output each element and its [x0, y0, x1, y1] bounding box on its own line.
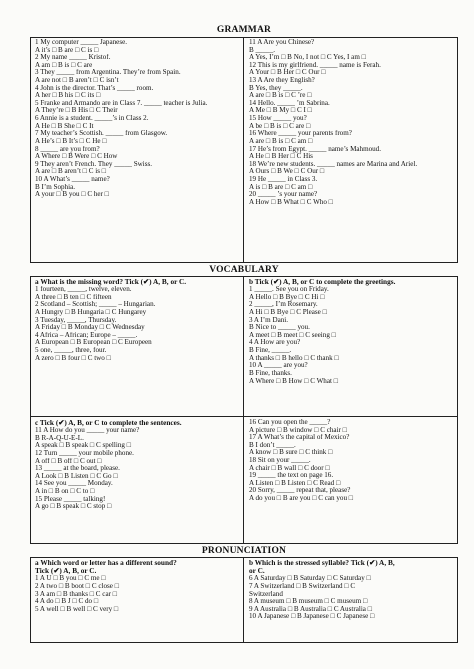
vocab-line: A Hungry □ B Hungaria □ C Hungarey: [35, 309, 147, 317]
grammar-line: 17 He’s from Egypt. _____ name’s Mahmoud.: [249, 145, 382, 153]
grammar-line: 6 Annie is a student. _____’s in Class 2.: [35, 115, 149, 123]
grammar-heading: GRAMMAR: [216, 25, 272, 35]
pron-line: 5 A well □ B well □ C very □: [35, 605, 119, 613]
grammar-line: 20 _____ ’s your name?: [249, 191, 318, 199]
grammar-line: A be □ B is □ C are □: [249, 122, 311, 130]
vocabulary-b-column: [249, 278, 459, 385]
vocab-line: B I don’t _____.: [249, 441, 296, 449]
pron-line: 2 A two □ B boot □ C close □: [35, 583, 119, 591]
grammar-line: 11 A Are you Chinese?: [249, 39, 315, 46]
grammar-line: 19 He _____ in Class 3.: [249, 175, 318, 183]
grammar-line: 13 A Are they English?: [249, 77, 315, 85]
vocab-line: A thanks □ B hello □ C thank □: [249, 354, 339, 362]
vocab-line: A chair □ B wall □ C door □: [249, 464, 330, 472]
vocab-line: A three □ B ten □ C fifteen: [35, 293, 112, 301]
grammar-line: 18 We’re new students. _____ names are Marina and Ariel.: [249, 160, 418, 168]
grammar-line: A Where □ B Were □ C How: [35, 153, 118, 161]
grammar-line: A it’s □ B are □ C is □: [35, 46, 99, 54]
grammar-left-column: [35, 39, 245, 199]
grammar-line: 8 _____ are you from?: [35, 145, 100, 153]
vocab-line: 4 A How are you?: [249, 339, 301, 347]
pronunciation-heading: PRONUNCIATION: [201, 546, 287, 556]
section-b-title: b Which is the stressed syllable? Tick (✔) A, B,: [249, 558, 395, 567]
vocab-line: A know □ B sure □ C think □: [249, 449, 333, 457]
vocab-line: 3 A I’m Dani.: [249, 316, 289, 324]
vocab-line: 13 _____ at the board, please.: [35, 465, 120, 473]
vocab-line: 2 _____, I’m Rosemary.: [249, 301, 318, 309]
grammar-line: B Yes, they _____.: [249, 84, 303, 92]
grammar-line: 7 My teacher’s Scottish. _____ from Glasgow.: [35, 130, 168, 138]
grammar-line: 14 Hello. _____ ’m Sabrina.: [249, 99, 330, 107]
vocab-line: 1 fourteen, _____, twelve, eleven.: [35, 286, 132, 294]
vocab-line: A Listen □ B Listen □ C Read □: [249, 479, 341, 487]
section-b-title: b Tick (✔) A, B, or C to complete the greetings.: [249, 277, 396, 286]
pron-line: 3 A am □ B thanks □ C car □: [35, 590, 118, 598]
vocab-line: 16 Can you open the _____?: [249, 419, 331, 426]
vocab-line: 2 Scotland – Scottish; _____ – Hungarian.: [35, 301, 156, 309]
grammar-line: B _____.: [249, 46, 276, 54]
vocab-line: B Nice to _____ you.: [249, 324, 310, 332]
grammar-line: A He’s □ B It’s □ C He □: [35, 137, 107, 145]
section-a-title: a What is the missing word? Tick (✔) A, B, or C.: [35, 277, 187, 286]
vocab-line: 5 one, _____, three, four.: [35, 347, 107, 355]
section-a-title: a Which word or letter has a different sound?: [35, 558, 177, 567]
grammar-line: A her □ B his □ C its □: [35, 92, 101, 100]
vocab-line: A do you □ B are you □ C can you □: [249, 495, 354, 503]
vocab-line: 15 Please _____ talking!: [35, 495, 106, 503]
pron-line: 6 A Saturday □ B Saturday □ C Saturday □: [249, 575, 371, 583]
grammar-line: A Yes, I’m □ B No, I not □ C Yes, I am □: [249, 54, 366, 62]
grammar-line: A He □ B Her □ C His: [249, 153, 313, 161]
vocab-line: 20 Sorry, _____ repeat that, please?: [249, 487, 351, 495]
vocab-line: B Fine, thanks.: [249, 369, 292, 377]
grammar-line: 9 They aren’t French. They _____ Swiss.: [35, 160, 153, 168]
vocab-line: 11 A How do you _____ your name?: [35, 427, 140, 435]
vocab-line: A Hi □ B Bye □ C Please □: [249, 309, 327, 317]
vocab-line: A European □ B European □ C Europeen: [35, 339, 152, 347]
pron-line: 7 A Switzerland □ B Switzerland □ C: [249, 583, 356, 591]
grammar-line: A They’re □ B His □ C Their: [35, 107, 118, 115]
vocab-line: B Fine, _____.: [249, 347, 292, 355]
pron-line: 1 A U □ B you □ C me □: [35, 575, 106, 583]
vocab-line: B R-A-Q-U-E-L.: [35, 434, 84, 442]
grammar-line: 16 Where _____ your parents from?: [249, 130, 352, 138]
pron-line: 9 A Australia □ B Australia □ C Australia □: [249, 605, 372, 613]
grammar-line: A are □ B aren’t □ C is □: [35, 168, 107, 176]
vocab-line: A Where □ B How □ C What □: [249, 377, 339, 385]
pronunciation-b-column: [249, 559, 459, 621]
grammar-line: A are □ B is □ C ’re □: [249, 92, 312, 100]
vocabulary-c-column: [35, 419, 245, 511]
grammar-line: 3 They _____ from Argentina. They’re from Spain.: [35, 69, 181, 77]
vocab-line: A meet □ B meet □ C seeing □: [249, 331, 336, 339]
grammar-line: A are not □ B aren’t □ C isn’t: [35, 77, 119, 85]
vocab-line: A in □ B on □ C to □: [35, 488, 95, 496]
vocab-line: 19 _____ the text on page 16.: [249, 472, 334, 480]
vocab-line: A Hello □ B Bye □ C Hi □: [249, 293, 325, 301]
pron-line: 10 A Japanese □ B Japanese □ C Japanese □: [249, 613, 375, 621]
grammar-right-column: [249, 39, 459, 206]
grammar-line: A are □ B is □ C am □: [249, 137, 313, 145]
section-a-title: Tick (✔) A, B, or C.: [35, 566, 97, 576]
grammar-line: A Ours □ B We □ C Our □: [249, 168, 325, 176]
grammar-line: A Your □ B Her □ C Our □: [249, 69, 326, 77]
pronunciation-a-column: [35, 559, 245, 613]
vocab-line: A picture □ B window □ C chair □: [249, 426, 347, 434]
pron-line: Switzerland: [249, 590, 283, 598]
vocab-line: A go □ B speak □ C stop □: [35, 503, 112, 511]
grammar-line: A He □ B She □ C It: [35, 122, 94, 130]
vocab-line: 14 See you _____ Monday.: [35, 480, 113, 488]
vocab-line: A Friday □ B Monday □ C Wednesday: [35, 324, 145, 332]
section-c-title: c Tick (✔) A, B, or C to complete the sentences.: [35, 418, 182, 427]
vocab-line: A Look □ B Listen □ C Go □: [35, 472, 118, 480]
vocabulary-heading: VOCABULARY: [209, 265, 279, 275]
grammar-line: 2 My name _____ Kristof.: [35, 54, 111, 62]
grammar-line: 15 How _____ you?: [249, 115, 307, 123]
pron-line: 8 A museum □ B museum □ C museum □: [249, 598, 368, 606]
vocabulary-row-divider: [30, 416, 458, 417]
vocab-line: 4 Africa – African; Europe – _____.: [35, 331, 138, 339]
grammar-line: 4 John is the director. That’s _____ room.: [35, 84, 154, 92]
grammar-line: 1 My computer _____ Japanese.: [35, 39, 128, 46]
vocab-line: 12 Turn _____ your mobile phone.: [35, 450, 134, 458]
grammar-line: 12 This is my girlfriend. _____ name is Ferah.: [249, 61, 381, 69]
vocabulary-d-column: [249, 419, 459, 503]
grammar-line: A How □ B What □ C Who □: [249, 198, 333, 206]
grammar-line: A Me □ B My □ C I □: [249, 107, 312, 115]
grammar-line: 10 A What’s _____ name?: [35, 175, 110, 183]
vocab-line: 1 _____. See you on Friday.: [249, 286, 329, 294]
grammar-line: A your □ B you □ C her □: [35, 191, 109, 199]
grammar-line: A is □ B are □ C am □: [249, 183, 313, 191]
vocab-line: 3 Tuesday, _____, Thursday.: [35, 316, 117, 324]
vocab-line: 17 A What’s the capital of Mexico?: [249, 434, 350, 442]
vocab-line: A zero □ B four □ C two □: [35, 354, 111, 362]
vocab-line: A speak □ B speak □ C spelling □: [35, 442, 132, 450]
pron-line: 4 A do □ B J □ C do □: [35, 598, 99, 606]
vocabulary-a-column: [35, 278, 245, 362]
grammar-line: B I’m Sophia.: [35, 183, 75, 191]
section-b-title: or C.: [249, 566, 265, 576]
vocab-line: 18 Sit on your _____.: [249, 457, 311, 465]
vocab-line: 10 A _____ are you?: [249, 362, 308, 370]
grammar-line: A am □ B is □ C are: [35, 61, 93, 69]
vocab-line: A off □ B off □ C out □: [35, 457, 102, 465]
grammar-line: 5 Franke and Armando are in Class 7. _____ teacher is Julia.: [35, 99, 208, 107]
